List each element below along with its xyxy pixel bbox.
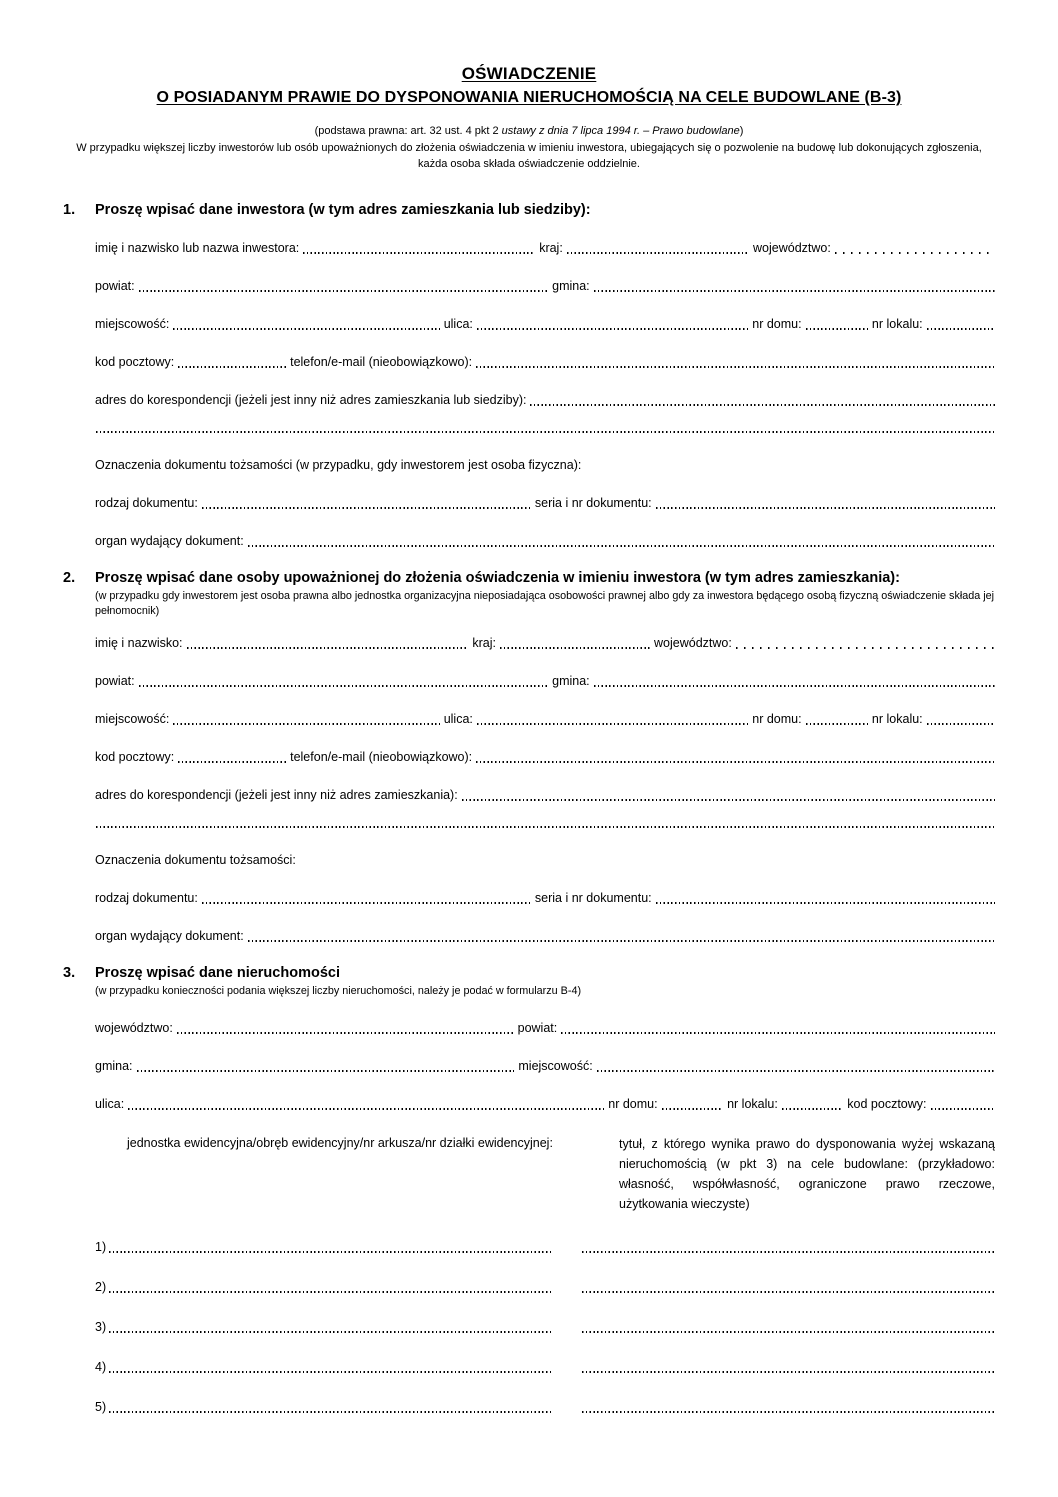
label-voivodeship: województwo: [95, 1020, 173, 1035]
dotted-blank-line [178, 761, 286, 763]
label-city: miejscowość: [95, 317, 170, 332]
dotted-blank-line [736, 647, 995, 649]
legal-basis-suffix: ) [739, 124, 744, 137]
section-2-fields [95, 636, 995, 944]
dotted-blank-line [137, 1070, 515, 1072]
row-number: 1) [95, 1239, 107, 1254]
dotted-blank-line [806, 723, 868, 725]
section-1-number: 1. [63, 201, 76, 218]
field-row-street-numbers [95, 1097, 995, 1112]
label-voivodeship: województwo: [654, 635, 732, 650]
label-flat-no: nr lokalu: [727, 1096, 778, 1111]
dotted-blank-line [202, 902, 531, 904]
form-header [63, 64, 995, 173]
section-2-heading [63, 570, 995, 587]
dotted-blank-line [173, 328, 439, 330]
label-id-document-caption: Oznaczenia dokumentu tożsamości (w przypadku, gdy inwestorem jest osoba fizyczna): [95, 458, 582, 473]
label-correspondence-address: adres do korespondencji (jeżeli jest inny niż adres zamieszkania): [95, 787, 458, 802]
dotted-blank-line [582, 1331, 995, 1333]
dotted-blank-line [662, 1108, 723, 1110]
legal-basis-act: ustawy z dnia 7 lipca 1994 r. – Prawo budowlane [501, 124, 740, 137]
section-investor-data [63, 202, 995, 549]
property-list-row-1 [95, 1240, 995, 1255]
property-list-row-5 [95, 1400, 995, 1415]
dotted-blank-line [477, 328, 748, 330]
label-house-no: nr domu: [608, 1096, 658, 1111]
dotted-blank-line [109, 1371, 552, 1373]
legal-basis-prefix: (podstawa prawna: art. 32 ust. 4 pkt 2 [314, 124, 502, 137]
field-row-continuation-line [95, 826, 995, 830]
header-note: W przypadku większej liczby inwestorów lub osób upoważnionych do złożenia oświadczenia w imieniu inwestora, ubiegających się o pozwolenie na budowę lub dokonujących zgłoszenia, każda osoba składa oświadczenie oddzielnie. [76, 141, 982, 170]
dotted-blank-line [582, 1291, 995, 1293]
field-row-id-document-caption [95, 853, 995, 868]
dotted-blank-line [582, 1371, 995, 1373]
dotted-blank-line [476, 366, 995, 368]
dotted-blank-line [109, 1251, 552, 1253]
field-row-document-type [95, 891, 995, 906]
section-3-fields [95, 1021, 995, 1415]
dotted-blank-line [594, 685, 995, 687]
dotted-blank-line [173, 723, 439, 725]
dotted-blank-line [139, 290, 549, 292]
field-row-voivodeship-county [95, 1021, 995, 1036]
label-document-type: rodzaj dokumentu: [95, 890, 198, 905]
dotted-blank-line [248, 545, 995, 547]
label-person-name: imię i nazwisko: [95, 635, 183, 650]
label-postcode: kod pocztowy: [95, 355, 175, 370]
section-3-number: 3. [63, 964, 76, 981]
property-list-row-2 [95, 1280, 995, 1295]
dotted-blank-line [656, 902, 995, 904]
dotted-blank-line [806, 328, 868, 330]
row-number: 2) [95, 1279, 107, 1294]
dotted-blank-line [500, 647, 650, 649]
section-1-fields [95, 241, 995, 549]
dotted-blank-line [582, 1251, 995, 1253]
form-subtitle: O POSIADANYM PRAWIE DO DYSPONOWANIA NIERUCHOMOŚCIĄ NA CELE BUDOWLANE (B-3) [156, 88, 902, 106]
dotted-blank-line [303, 252, 535, 254]
field-row-correspondence-address [95, 788, 995, 803]
label-street: ulica: [95, 1096, 125, 1111]
dotted-blank-line [656, 507, 995, 509]
label-city: miejscowość: [518, 1058, 593, 1073]
label-county: powiat: [517, 1020, 558, 1035]
dotted-blank-line [835, 252, 995, 254]
dotted-blank-line [96, 826, 995, 828]
dotted-blank-line [530, 404, 995, 406]
field-row-county-commune [95, 279, 995, 294]
label-county: powiat: [95, 279, 135, 294]
dotted-blank-line [187, 647, 469, 649]
section-3-note: (w przypadku konieczności podania większej liczby nieruchomości, należy je podać w formularzu B-4) [95, 984, 582, 997]
dotted-blank-line [561, 1032, 995, 1034]
dotted-blank-line [139, 685, 549, 687]
dotted-blank-line [927, 723, 995, 725]
legal-basis [63, 124, 995, 139]
field-row-correspondence-address [95, 393, 995, 408]
label-street: ulica: [443, 711, 473, 726]
dotted-blank-line [476, 761, 995, 763]
section-1-heading [63, 202, 995, 219]
field-row-issuing-authority [95, 534, 995, 549]
dotted-blank-line [477, 723, 748, 725]
field-row-county-commune [95, 674, 995, 689]
label-commune: gmina: [552, 673, 590, 688]
label-id-document-caption: Oznaczenia dokumentu tożsamości: [95, 852, 296, 867]
label-issuing-authority: organ wydający dokument: [95, 534, 244, 549]
dotted-blank-line [178, 366, 286, 368]
dotted-blank-line [248, 940, 995, 942]
field-row-commune-city [95, 1059, 995, 1074]
cadastral-and-title-block [127, 1134, 995, 1215]
dotted-blank-line [109, 1291, 552, 1293]
dotted-blank-line [931, 1108, 995, 1110]
dotted-blank-line [567, 252, 749, 254]
dotted-blank-line [597, 1070, 995, 1072]
section-2-number: 2. [63, 570, 76, 587]
dotted-blank-line [109, 1331, 552, 1333]
label-commune: gmina: [95, 1058, 133, 1073]
property-list-row-3 [95, 1320, 995, 1335]
row-number: 3) [95, 1319, 107, 1334]
dotted-blank-line [594, 290, 995, 292]
label-voivodeship: województwo: [753, 241, 831, 256]
label-postcode: kod pocztowy: [95, 749, 175, 764]
label-document-series: seria i nr dokumentu: [534, 890, 652, 905]
dotted-blank-line [109, 1411, 552, 1413]
field-row-city-street [95, 317, 995, 332]
dotted-blank-line [177, 1032, 514, 1034]
field-row-issuing-authority [95, 929, 995, 944]
section-authorized-person [63, 570, 995, 944]
label-cadastral-unit: jednostka ewidencyjna/obręb ewidencyjny/nr arkusza/nr działki ewidencyjnej: [127, 1135, 553, 1150]
label-investor-name: imię i nazwisko lub nazwa inwestora: [95, 241, 300, 256]
label-house-no: nr domu: [752, 711, 802, 726]
dotted-blank-line [927, 328, 995, 330]
label-document-type: rodzaj dokumentu: [95, 496, 198, 511]
field-row-investor-name [95, 241, 995, 256]
label-flat-no: nr lokalu: [871, 317, 923, 332]
section-3-heading [63, 965, 995, 982]
dotted-blank-line [128, 1108, 604, 1110]
dotted-blank-line [782, 1108, 843, 1110]
field-row-continuation-line [95, 431, 995, 435]
dotted-blank-line [462, 799, 995, 801]
label-commune: gmina: [552, 279, 590, 294]
section-2-title: Proszę wpisać dane osoby upoważnionej do złożenia oświadczenia w imieniu inwestora (w tym adres zamieszkania): [95, 570, 900, 587]
dotted-blank-line [202, 507, 531, 509]
label-phone-email: telefon/e-mail (nieobowiązkowo): [290, 749, 473, 764]
field-row-city-street [95, 712, 995, 727]
field-row-postcode-phone [95, 355, 995, 370]
label-country: kraj: [539, 241, 563, 256]
section-3-title: Proszę wpisać dane nieruchomości [95, 964, 340, 981]
label-phone-email: telefon/e-mail (nieobowiązkowo): [290, 355, 473, 370]
label-street: ulica: [443, 317, 473, 332]
label-country: kraj: [472, 635, 497, 650]
dotted-blank-line [96, 431, 995, 433]
label-city: miejscowość: [95, 711, 170, 726]
field-row-id-document-caption [95, 458, 995, 473]
dotted-blank-line [582, 1411, 995, 1413]
form-title: OŚWIADCZENIE [461, 64, 597, 83]
label-issuing-authority: organ wydający dokument: [95, 928, 244, 943]
label-document-series: seria i nr dokumentu: [534, 496, 652, 511]
section-2-note: (w przypadku gdy inwestorem jest osoba prawna albo jednostka organizacyjna nieposiadająca osobowości prawnej albo gdy za inwestora będącego osobą fizyczną oświadczenie składa jej pełnomocnik) [95, 590, 995, 617]
label-flat-no: nr lokalu: [871, 711, 923, 726]
property-list-row-4 [95, 1360, 995, 1375]
label-legal-title: tytuł, z którego wynika prawo do dysponowania wyżej wskazaną nieruchomością (w pkt 3) na cele budowlane: (przykładowo: własność, współwłasność, ograniczone prawo rzeczowe, użytkowania wieczyste) [619, 1136, 995, 1212]
row-number: 5) [95, 1399, 107, 1414]
section-1-title: Proszę wpisać dane inwestora (w tym adres zamieszkania lub siedziby): [95, 201, 591, 218]
label-correspondence-address: adres do korespondencji (jeżeli jest inny niż adres zamieszkania lub siedziby): [95, 393, 527, 408]
label-county: powiat: [95, 673, 135, 688]
label-postcode: kod pocztowy: [847, 1096, 927, 1111]
label-house-no: nr domu: [752, 317, 802, 332]
field-row-person-name [95, 636, 995, 651]
field-row-document-type [95, 496, 995, 511]
row-number: 4) [95, 1359, 107, 1374]
field-row-postcode-phone [95, 750, 995, 765]
section-property-data [63, 965, 995, 1415]
